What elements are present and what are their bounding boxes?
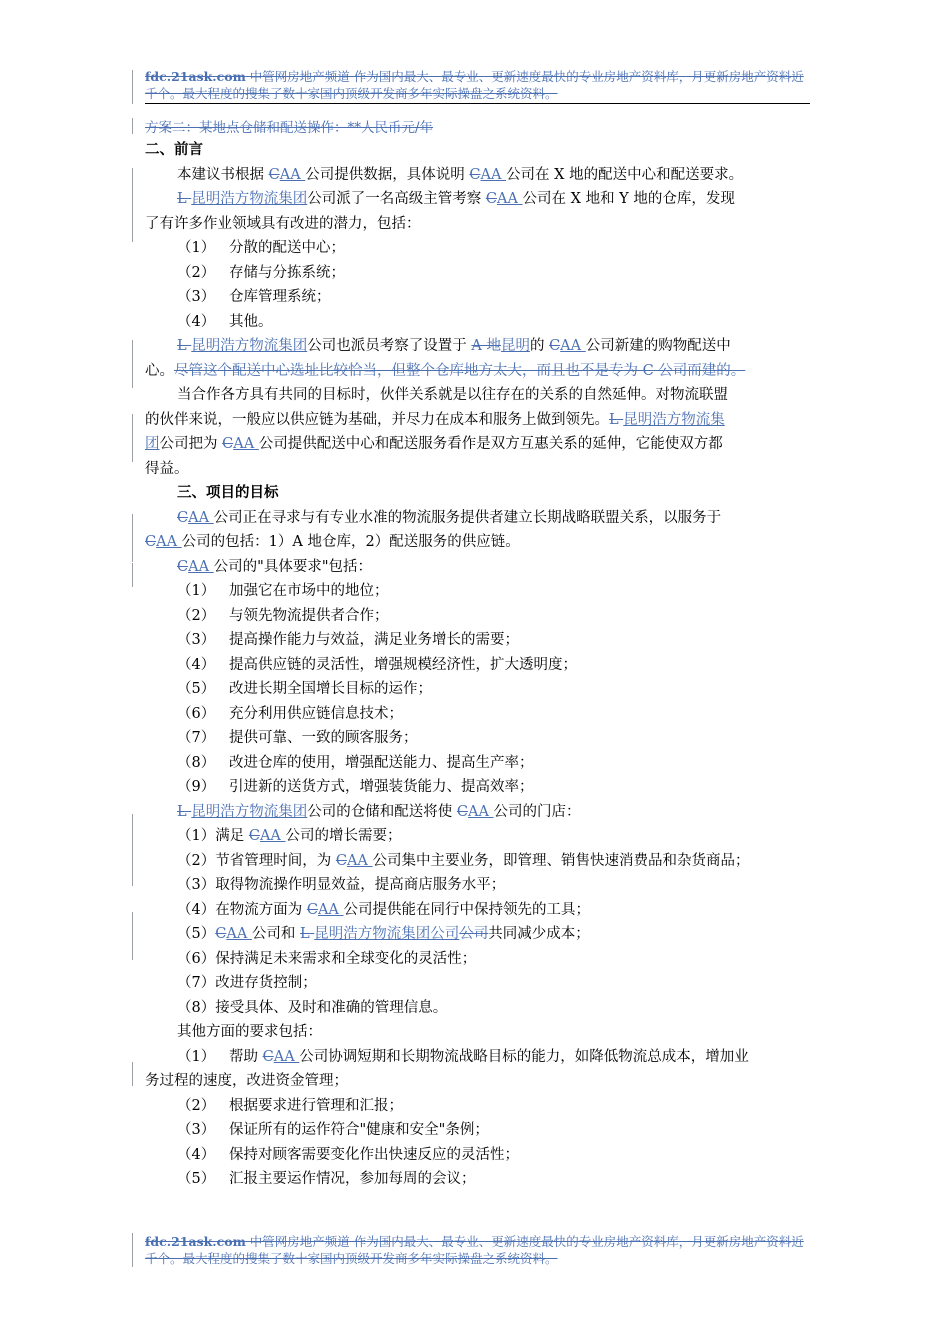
inserted-text: 昆明浩方物流集团	[191, 191, 308, 207]
change-bar	[132, 912, 133, 936]
inserted-text: AA	[560, 338, 586, 354]
paragraph: CAA 公司的"具体要求"包括：	[177, 558, 373, 575]
list-item: （3）取得物流操作明显效益，提高商店服务水平；	[177, 877, 506, 893]
inserted-text: 昆明浩方物流集团公司	[314, 926, 460, 942]
change-bar	[132, 70, 133, 104]
inserted-text: AA	[480, 166, 507, 183]
paragraph-continuation: 团公司把为 CAA 公司提供配送中心和配送服务看作是双方互惠关系的延伸，它能使双方都	[145, 436, 723, 452]
change-bar	[132, 414, 133, 462]
list-item: （8） 改进仓库的使用，增强配送能力、提高生产率；	[177, 754, 534, 771]
change-bar	[132, 563, 133, 587]
inserted-text: AA	[273, 1048, 300, 1065]
section-heading-goals: 三、项目的目标	[177, 484, 279, 501]
change-bar	[132, 862, 133, 886]
inserted-text: 昆明浩方物流集	[623, 411, 725, 428]
section-heading-preface: 二、前言	[145, 141, 203, 158]
list-item: （1） 分散的配送中心；	[177, 240, 345, 256]
list-item: （2） 与领先物流提供者合作；	[177, 607, 389, 624]
inserted-text: AA	[188, 509, 214, 526]
list-item: （6）保持满足未来需求和全球变化的灵活性；	[177, 950, 477, 967]
list-item: （8）接受具体、及时和准确的管理信息。	[177, 999, 448, 1016]
deleted-text: C	[145, 534, 157, 550]
deleted-text: C	[469, 166, 481, 183]
deleted-text: C	[248, 828, 260, 844]
plan-title: 方案二：某地点仓储和配送操作：**人民币元/年	[145, 120, 434, 136]
inserted-text: 昆明浩方物流集团	[191, 803, 308, 820]
list-item: （1）满足 CAA 公司的增长需要；	[177, 828, 402, 844]
paragraph-continuation: 的伙伴来说，一般应以供应链为基础，并尽力在成本和服务上做到领先。L 昆明浩方物流集	[145, 411, 725, 428]
list-item: （5）CAA 公司和 L 昆明浩方物流集团公司公司共同减少成本；	[177, 926, 590, 942]
inserted-text: 昆明浩方物流集团	[191, 338, 308, 354]
list-item: （2） 存储与分拣系统；	[177, 264, 345, 281]
list-item: （5） 汇报主要运作情况，参加每周的会议；	[177, 1171, 476, 1187]
page-header	[145, 68, 810, 102]
change-bar	[132, 1062, 133, 1086]
paragraph: L 昆明浩方物流集团公司的仓储和配送将使 CAA 公司的门店：	[177, 803, 581, 820]
paragraph: L 昆明浩方物流集团公司也派员考察了设置于 A 地昆明的 CAA 公司新建的购物配送中	[177, 338, 731, 354]
paragraph: 其他方面的要求包括：	[177, 1024, 322, 1040]
deleted-text: C	[456, 803, 468, 820]
inserted-text: AA	[188, 558, 214, 575]
deleted-text: L	[609, 411, 624, 428]
inserted-text: AA	[156, 534, 182, 550]
change-bar	[132, 118, 133, 134]
inserted-text: AA	[279, 166, 306, 183]
list-item: （2） 根据要求进行管理和汇报；	[177, 1097, 403, 1114]
inserted-text: AA	[467, 803, 494, 820]
list-item: （7） 提供可靠、一致的顾客服务；	[177, 730, 418, 746]
paragraph: CAA 公司正在寻求与有专业水准的物流服务提供者建立长期战略联盟关系，以服务于	[177, 509, 722, 526]
inserted-text: AA	[259, 828, 286, 844]
paragraph: L 昆明浩方物流集团公司派了一名高级主管考察 CAA 公司在 X 地和 Y 地的仓库，发现	[177, 191, 735, 207]
deleted-text: C	[485, 191, 497, 207]
list-item: （4） 提高供应链的灵活性，增强规模经济性，扩大透明度；	[177, 656, 577, 673]
change-bar	[132, 340, 133, 388]
header-site[interactable]: fdc.21ask.com	[145, 69, 246, 84]
footer-text: 中管网房地产频道 作为国内最大、最专业、更新速度最快的专业房地产资料库，月更新房地产资料近千个。最大程度的搜集了数十家国内顶级开发商多年实际操盘之系统资料。	[145, 1234, 804, 1266]
list-item: （1） 加强它在市场中的地位；	[177, 583, 389, 599]
deleted-text: L	[177, 803, 192, 820]
change-bar	[132, 168, 133, 242]
deleted-text: C	[262, 1048, 274, 1065]
list-item: （3） 保证所有的运作符合"健康和安全"条例；	[177, 1122, 489, 1138]
deleted-text: C	[177, 509, 189, 526]
inserted-text: AA	[233, 436, 259, 452]
change-bar	[132, 814, 133, 838]
list-item: （4）在物流方面为 CAA 公司提供能在同行中保持领先的工具；	[177, 901, 591, 918]
deleted-text: C	[177, 558, 189, 575]
deleted-text: C	[335, 852, 347, 869]
header-text: 中管网房地产频道 作为国内最大、最专业、更新速度最快的专业房地产资料库，月更新房地产资料近千个。最大程度的搜集了数十家国内顶级开发商多年实际操盘之系统资料。	[145, 69, 804, 101]
list-item: （3） 提高操作能力与效益，满足业务增长的需要；	[177, 632, 519, 648]
deleted-text: A 地	[471, 338, 501, 354]
paragraph-continuation: 了有许多作业领域具有改进的潜力，包括：	[145, 215, 421, 232]
change-bar	[132, 936, 133, 960]
paragraph-continuation: 务过程的速度，改进资金管理；	[145, 1073, 348, 1089]
deleted-text: C	[306, 901, 318, 918]
change-bar	[132, 514, 133, 562]
change-bar	[132, 1233, 133, 1267]
document-page	[145, 68, 810, 1192]
list-item: （2）节省管理时间，为 CAA 公司集中主要业务，即管理、销售快速消费品和杂货商品；	[177, 852, 750, 869]
inserted-text: AA	[317, 901, 344, 918]
deleted-text: C	[222, 436, 234, 452]
inserted-text: 团	[145, 436, 160, 452]
paragraph: 本建议书根据 CAA 公司提供数据，具体说明 CAA 公司在 X 地的配送中心和配送要求。	[177, 166, 744, 183]
deleted-text: L	[177, 191, 192, 207]
deleted-text: C	[215, 926, 227, 942]
paragraph-continuation: 心。尽管这个配送中心选址比较恰当，但整个仓库地方太大，而且也不是专为 C 公司而建的。	[145, 362, 746, 379]
paragraph: 当合作各方具有共同的目标时，伙伴关系就是以往存在的关系的自然延伸。对物流联盟	[177, 387, 728, 403]
list-item: （4） 保持对顾客需要变化作出快速反应的灵活性；	[177, 1146, 519, 1163]
footer-site[interactable]: fdc.21ask.com	[145, 1234, 246, 1249]
deleted-text: 公司	[459, 926, 489, 942]
inserted-text: AA	[226, 926, 252, 942]
list-item: （5） 改进长期全国增长目标的运作；	[177, 681, 432, 697]
paragraph-continuation: CAA 公司的包括：1）A 地仓库，2）配送服务的供应链。	[145, 534, 520, 550]
inserted-text: AA	[346, 852, 373, 869]
deleted-text: C	[549, 338, 561, 354]
change-bar	[132, 838, 133, 862]
deleted-text: L	[300, 926, 315, 942]
deleted-text: 尽管这个配送中心选址比较恰当，但整个仓库地方太大，而且也不是专为 C 公司而建的。	[174, 362, 746, 379]
list-item: （9） 引进新的送货方式，增强装货能力、提高效率；	[177, 779, 534, 795]
list-item: （7）改进存货控制；	[177, 975, 317, 991]
list-item: （4） 其他。	[177, 313, 273, 330]
paragraph-continuation: 得益。	[145, 460, 189, 477]
inserted-text: AA	[496, 191, 523, 207]
page-footer	[145, 1233, 810, 1267]
deleted-text: C	[268, 166, 280, 183]
list-item: （1） 帮助 CAA 公司协调短期和长期物流战略目标的能力，如降低物流总成本，增加业	[177, 1048, 749, 1065]
list-item: （6） 充分利用供应链信息技术；	[177, 705, 403, 722]
deleted-text: L	[177, 338, 192, 354]
inserted-text: 昆明	[500, 338, 530, 354]
list-item: （3） 仓库管理系统；	[177, 289, 331, 305]
